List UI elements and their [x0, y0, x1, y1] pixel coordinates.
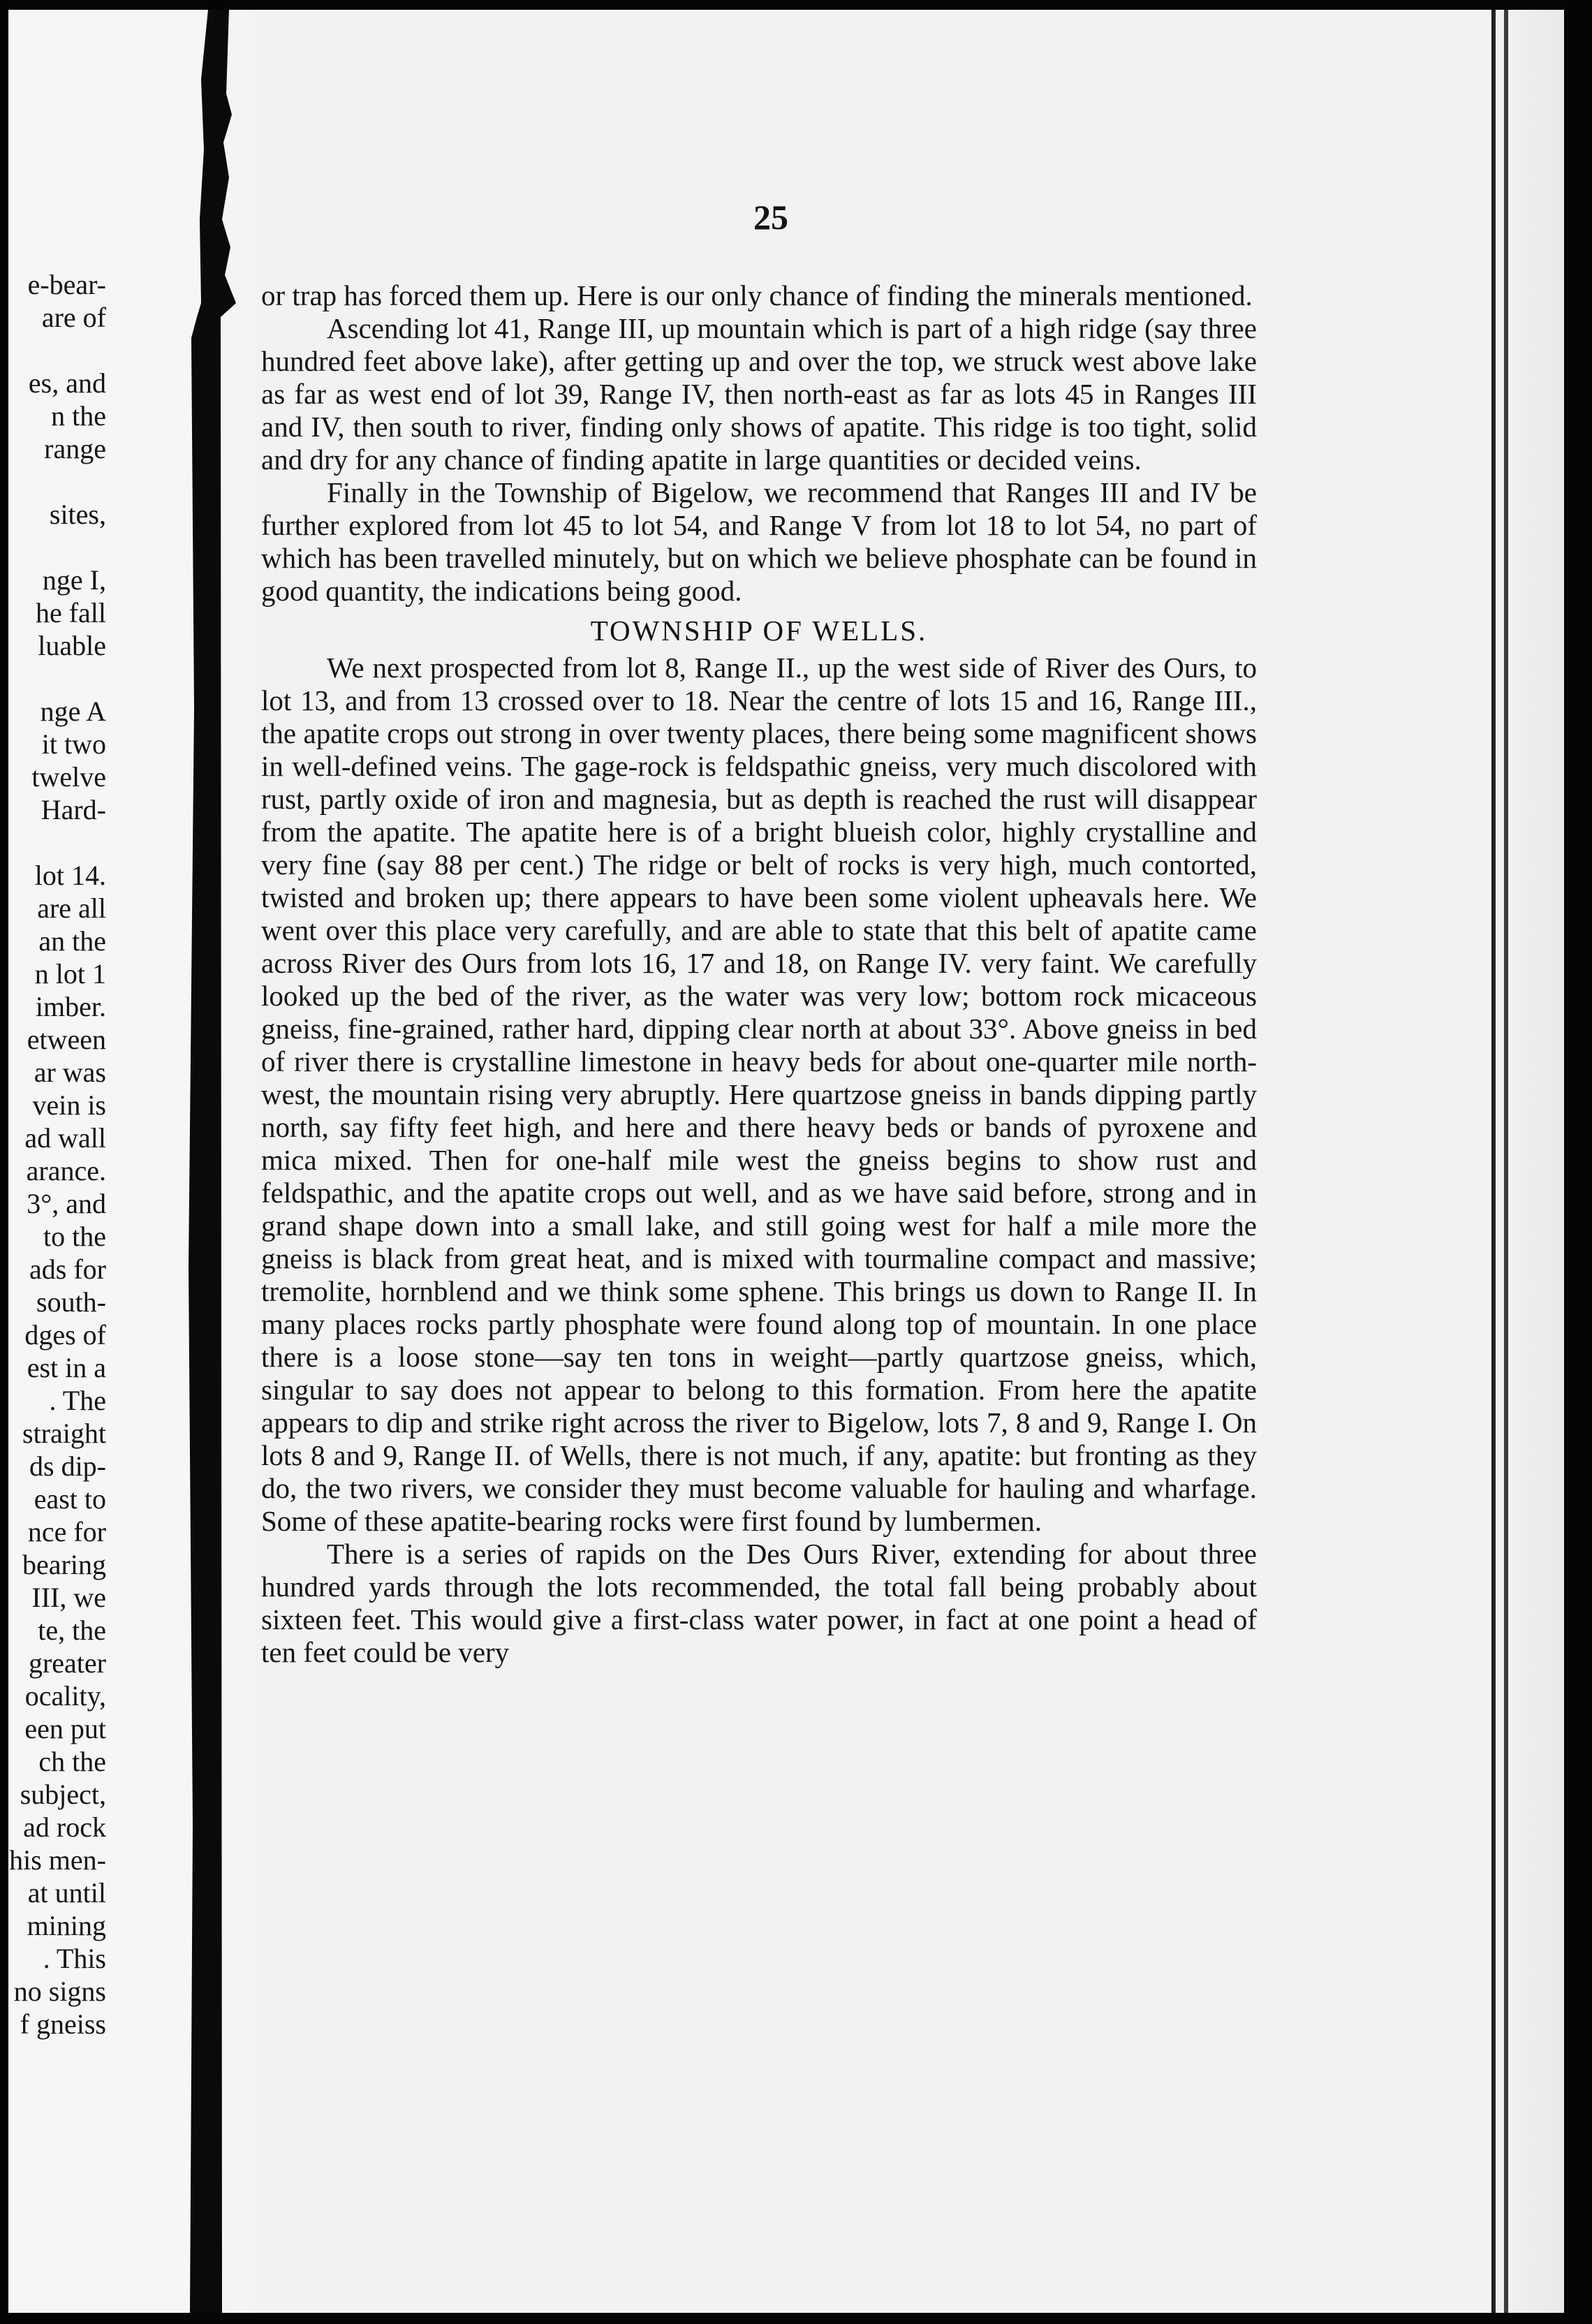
left-page-line: etween	[27, 1024, 106, 1055]
page-body	[261, 279, 1257, 1669]
left-page-line: his men-	[9, 1844, 106, 1876]
left-page-line: range	[44, 433, 106, 464]
left-page-line: to the	[43, 1221, 106, 1252]
left-page-line: sites,	[49, 499, 106, 530]
left-page-line	[9, 334, 106, 367]
scan-border-left	[0, 0, 8, 2324]
book-right-edge	[1491, 10, 1564, 2313]
left-page-line: n lot 1	[34, 958, 106, 990]
left-page-line: are of	[41, 302, 106, 333]
left-page-line	[9, 465, 106, 498]
left-page-line: mining	[27, 1910, 106, 1941]
left-page-line: east to	[34, 1483, 106, 1515]
paragraph: or trap has forced them up. Here is our only chance of finding the minerals mentioned.	[261, 279, 1253, 311]
left-page-line: subject,	[20, 1779, 106, 1810]
left-page-line: 3°, and	[27, 1188, 106, 1219]
left-page-line: ads for	[29, 1253, 106, 1285]
left-page-line	[9, 826, 106, 859]
left-page-line: ocality,	[24, 1680, 106, 1712]
left-page-line: nge A	[40, 696, 106, 727]
left-page-line: imber.	[35, 991, 106, 1022]
left-page-line: no signs	[13, 1976, 106, 2007]
page-number: 25	[753, 198, 788, 237]
left-page-line: . The	[49, 1385, 106, 1416]
left-page-line: nce for	[27, 1516, 106, 1547]
left-page-line: at until	[27, 1877, 106, 1909]
scan-border-bottom	[0, 2313, 1592, 2324]
left-page-line: lot 14.	[34, 860, 106, 891]
left-page-line: arance.	[26, 1155, 106, 1186]
paragraph: There is a series of rapids on the Des Ours River, extending for about three hundred yards through the lots recommended, the total fall being probably about sixteen feet. This would give a first-class water power, in fact at one point a head of ten feet could be very	[261, 1538, 1257, 1668]
left-page-line: south-	[36, 1286, 106, 1318]
left-page-line: twelve	[31, 761, 106, 793]
page-gutter	[180, 10, 257, 2313]
left-page-line: est in a	[27, 1352, 106, 1383]
book-page	[254, 10, 1491, 2313]
left-page-line: an the	[38, 925, 106, 957]
paragraph: We next prospected from lot 8, Range II., up the west side of River des Ours, to lot 13, and from 13 crossed over to 18. Near the centre of lots 15 and 16, Range III., the apatite crops out strong in over twenty places, there being some magnificent shows in well-defined veins. The gage-rock is feldspathic gneiss, very much discolored with rust, partly oxide of iron and magnesia, but as depth is reached the rust will disappear from the apatite. The apatite here is of a bright blueish color, highly crystalline and very fine (say 88 per cent.) The ridge or belt of rocks is very high, much contorted, twisted and broken up; there appears to have been some violent upheavals here. We went over this place very carefully, and are able to state that this belt of apatite came across River des Ours from lots 16, 17 and 18, on Range IV. very faint. We carefully looked up the bed of the river, as the water was very low; bottom rock micaceous gneiss, fine-grained, rather hard, dipping clear north at about 33°. Above gneiss in bed of river there is crystalline limestone in heavy beds for about one-quarter mile north-west, the mountain rising very abruptly. Here quartzose gneiss in bands dipping partly north, say fifty feet high, and here and there heavy beds or bands of pyroxene and mica mixed. Then for one-half mile west the gneiss begins to show rust and feldspathic, and the apatite crops out well, and as we have said before, strong and in grand shape down into a small lake, and still going west for half a mile more the gneiss is black from great heat, and is mixed with tourmaline compact and massive; tremolite, hornblend and we think some sphene. This brings us down to Range II. In many places rocks partly phosphate were found along top of mountain. In one place there is a loose stone—say ten tons in weight—partly quartzose gneiss, which, singular to say does not appear to belong to this formation. From here the apatite appears to dip and strike right across the river to Bigelow, lots 7, 8 and 9, Range I. On lots 8 and 9, Range II. of Wells, there is not much, if any, apatite: but fronting as they do, the two rivers, we consider they must become valuable for hauling and wharfage. Some of these apatite-bearing rocks were first found by lumbermen.	[261, 652, 1257, 1537]
left-page-line: luable	[38, 630, 106, 661]
left-page-line: Hard-	[40, 794, 106, 825]
left-page-line: he fall	[35, 597, 106, 628]
left-page-line: dges of	[24, 1319, 106, 1351]
left-page-line: een put	[24, 1713, 106, 1744]
paragraph: Ascending lot 41, Range III, up mountain which is part of a high ridge (say three hundred feet above lake), after getting up and over the top, we struck west above lake as far as west end of lot 39, Range IV, then north-east as far as lots 45 in Ranges III and IV, then south to river, finding only shows of apatite. This ridge is too tight, solid and dry for any chance of finding apatite in large quantities or decided veins.	[261, 312, 1257, 476]
left-page-text-fragments	[9, 268, 106, 2040]
left-page-line: ds dip-	[29, 1450, 106, 1482]
left-page-line: es, and	[28, 367, 106, 399]
left-page-line: ch the	[38, 1746, 106, 1777]
left-page-line: are all	[37, 892, 106, 924]
left-page-line: it two	[41, 728, 106, 760]
left-page-line	[9, 531, 106, 564]
section-heading: TOWNSHIP OF WELLS.	[590, 615, 928, 647]
torn-edge-shape	[180, 10, 257, 2313]
scan-border-top	[0, 0, 1592, 10]
left-page-line: straight	[22, 1418, 106, 1449]
left-page-line: ad rock	[23, 1811, 106, 1843]
left-page-line: f gneiss	[20, 2008, 106, 2040]
left-page-line: . This	[43, 1943, 106, 1974]
left-page-line: III, we	[31, 1582, 106, 1613]
left-page-line: vein is	[32, 1089, 106, 1121]
left-page-line: ar was	[34, 1057, 106, 1088]
left-page-line: te, the	[38, 1615, 106, 1646]
scan-border-right	[1564, 0, 1592, 2324]
left-page-line: greater	[28, 1647, 106, 1679]
left-page-line: e-bear-	[27, 269, 106, 300]
paragraph: Finally in the Township of Bigelow, we recommend that Ranges III and IV be further explored from lot 45 to lot 54, and Range V from lot 18 to lot 54, no part of which has been travelled minutely, but on which we believe phosphate can be found in good quantity, the indications being good.	[261, 476, 1257, 607]
left-page-line: bearing	[22, 1549, 106, 1580]
left-page-line: n the	[51, 400, 106, 432]
left-page-line: nge I,	[42, 564, 106, 596]
left-page-line: ad wall	[24, 1122, 106, 1154]
left-page-line	[9, 662, 106, 695]
